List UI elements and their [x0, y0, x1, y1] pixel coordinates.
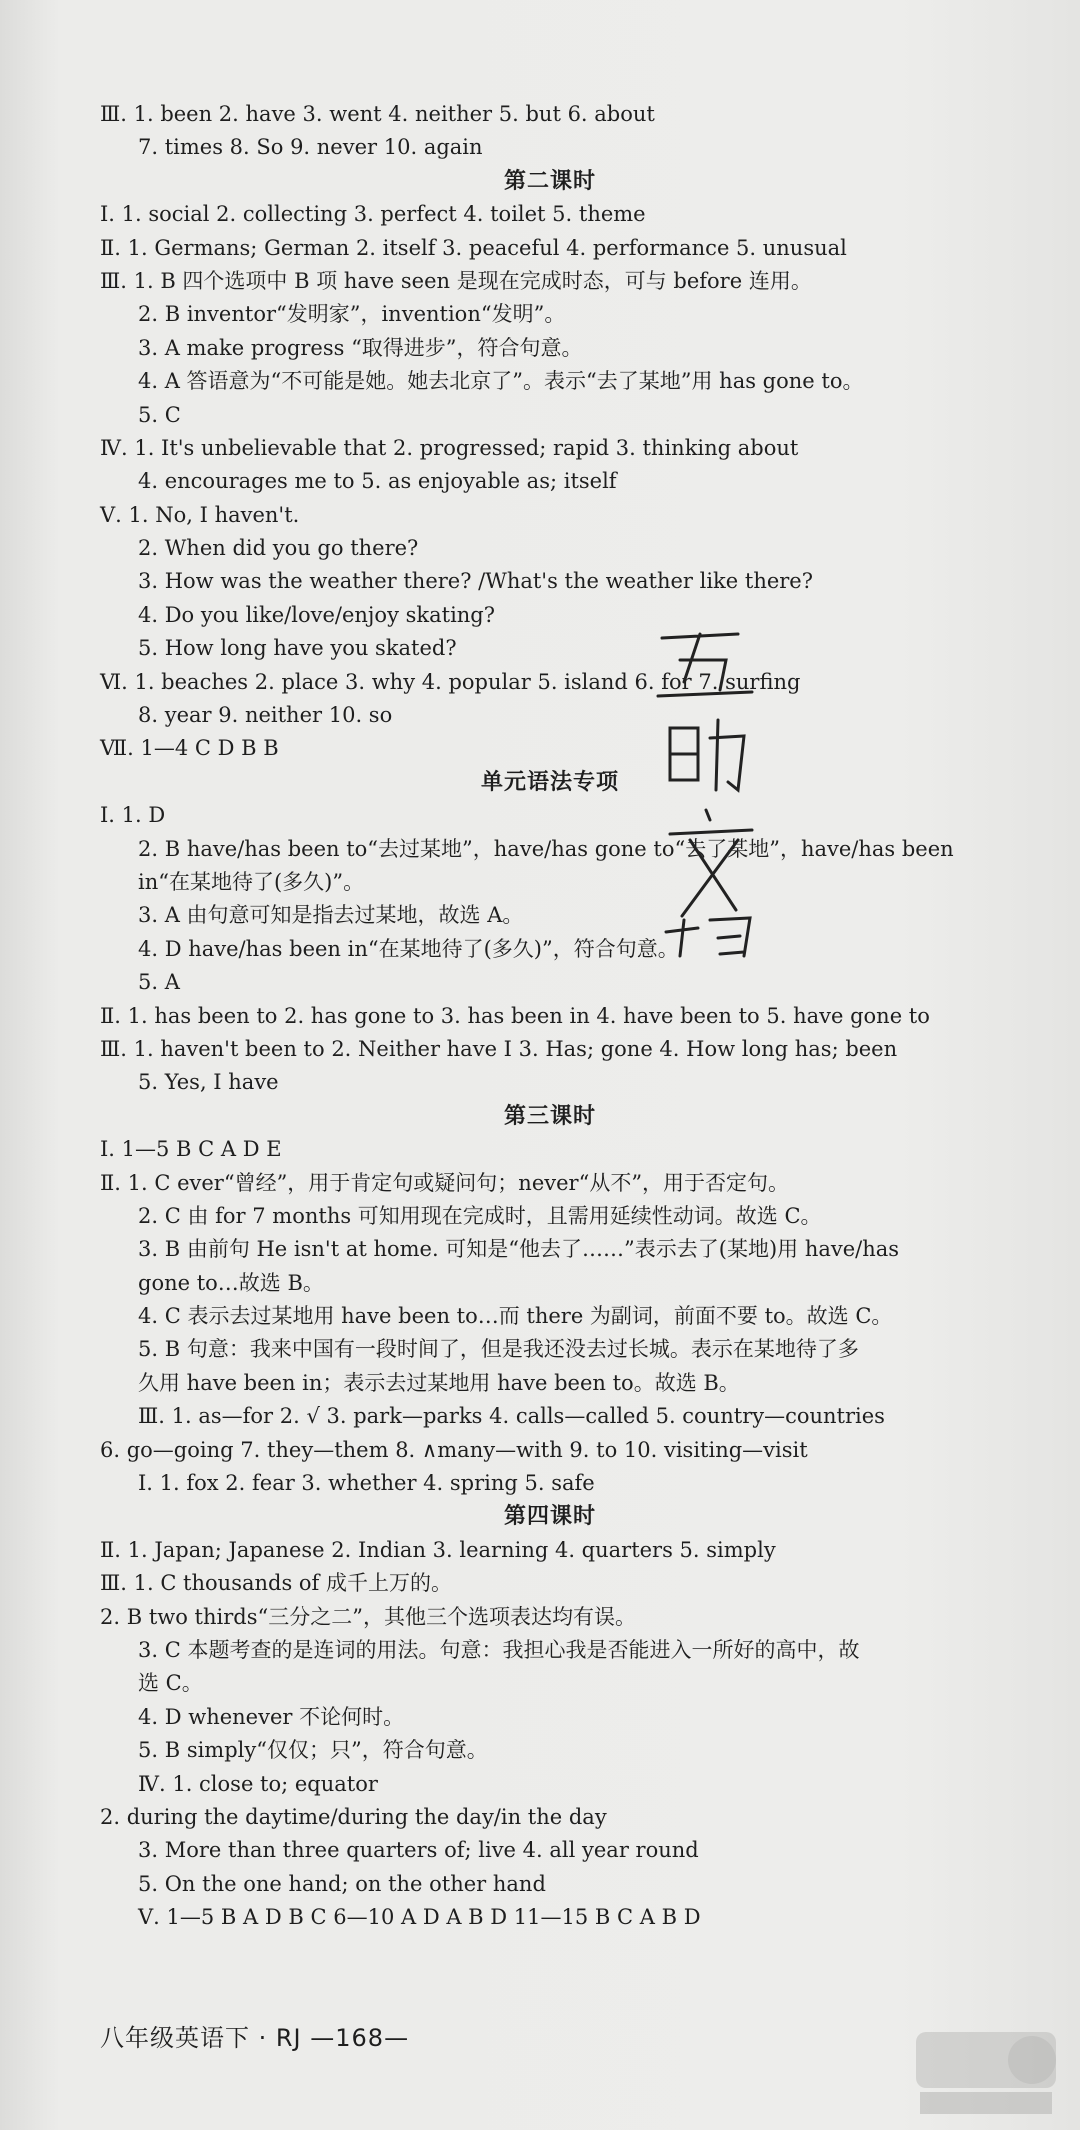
- answer-line: 7. times 8. So 9. never 10. again: [138, 135, 483, 160]
- answer-line: Ⅱ. 1. Japan; Japanese 2. Indian 3. learning 4. quarters 5. simply: [100, 1537, 776, 1562]
- answer-line: 4. C 表示去过某地用 have been to…而 there 为副词，前面不要 to。故选 C。: [138, 1304, 893, 1329]
- section-heading: 单元语法专项: [480, 769, 619, 795]
- watermark-logo-image: [912, 2022, 1062, 2122]
- answer-line: Ⅴ. 1. No, I haven't.: [100, 502, 300, 527]
- answer-line: Ⅶ. 1—4 C D B B: [100, 736, 279, 761]
- answer-line: Ⅲ. 1. as—for 2. √ 3. park—parks 4. calls—called 5. country—countries: [138, 1404, 885, 1429]
- answer-line: Ⅰ. 1—5 B C A D E: [100, 1137, 282, 1162]
- answer-line: 4. D have/has been in“在某地待了(多久)”，符合句意。: [138, 936, 679, 961]
- page-footer: 八年级英语下 · RJ —168—: [100, 2024, 410, 2052]
- answer-line: 5. C: [138, 402, 181, 427]
- answer-line: 3. More than three quarters of; live 4. all year round: [138, 1838, 699, 1863]
- answer-line: 5. On the one hand; on the other hand: [138, 1871, 546, 1896]
- answer-line: gone to…故选 B。: [138, 1270, 324, 1295]
- answer-line: Ⅱ. 1. Germans; German 2. itself 3. peaceful 4. performance 5. unusual: [100, 235, 847, 260]
- answer-line: Ⅰ. 1. fox 2. fear 3. whether 4. spring 5. safe: [138, 1471, 595, 1496]
- answer-line: 4. Do you like/love/enjoy skating?: [138, 602, 496, 627]
- answer-line: 2. B have/has been to“去过某地”，have/has gone to“去了某地”，have/has been: [138, 836, 954, 861]
- answer-line: Ⅱ. 1. has been to 2. has gone to 3. has been in 4. have been to 5. have gone to: [100, 1003, 930, 1028]
- answer-line: Ⅲ. 1. B 四个选项中 B 项 have seen 是现在完成时态，可与 before 连用。: [100, 268, 812, 293]
- answer-line: 2. B two thirds“三分之二”，其他三个选项表达均有误。: [100, 1604, 636, 1629]
- answer-line: in“在某地待了(多久)”。: [138, 869, 365, 894]
- answer-line: Ⅲ. 1. C thousands of 成千上万的。: [100, 1571, 452, 1596]
- answer-line: 选 C。: [138, 1671, 203, 1696]
- answer-line: 6. go—going 7. they—them 8. ∧many—with 9. to 10. visiting—visit: [100, 1437, 808, 1462]
- answer-line: 3. How was the weather there? /What's the weather like there?: [138, 569, 813, 594]
- answer-line: 4. D whenever 不论何时。: [138, 1704, 405, 1729]
- answer-line: Ⅵ. 1. beaches 2. place 3. why 4. popular 5. island 6. for 7. surfing: [100, 669, 801, 694]
- answer-line: 4. A 答语意为“不可能是她。她去北京了”。表示“去了某地”用 has gone to。: [138, 369, 864, 394]
- answer-line: 5. A: [138, 970, 180, 995]
- answer-line: 2. When did you go there?: [138, 536, 419, 561]
- answer-line: Ⅳ. 1. close to; equator: [138, 1771, 378, 1796]
- answer-line: Ⅰ. 1. social 2. collecting 3. perfect 4. toilet 5. theme: [100, 202, 646, 227]
- answer-line: 3. C 本题考查的是连词的用法。句意：我担心我是否能进入一所好的高中，故: [138, 1637, 860, 1662]
- answer-line: 3. A make progress “取得进步”，符合句意。: [138, 335, 583, 360]
- answer-line: 5. Yes, I have: [138, 1070, 279, 1095]
- answer-line: Ⅱ. 1. C ever“曾经”，用于肯定句或疑问句；never“从不”，用于否定句。: [100, 1170, 790, 1195]
- section-heading: 第二课时: [503, 168, 596, 194]
- answer-line: 3. A 由句意可知是指去过某地，故选 A。: [138, 903, 524, 928]
- answer-line: 5. B 句意：我来中国有一段时间了，但是我还没去过长城。表示在某地待了多: [138, 1337, 859, 1362]
- section-heading: 第三课时: [503, 1103, 596, 1129]
- answer-line: 5. B simply“仅仅；只”，符合句意。: [138, 1738, 488, 1763]
- answer-line: 久用 have been in；表示去过某地用 have been to。故选 B。: [138, 1370, 740, 1395]
- answer-line: Ⅲ. 1. been 2. have 3. went 4. neither 5. but 6. about: [100, 102, 655, 126]
- section-heading: 第四课时: [503, 1504, 596, 1530]
- answer-content: [100, 98, 1000, 1968]
- answer-line: [100, 1934, 1000, 1967]
- answer-line: Ⅳ. 1. It's unbelievable that 2. progressed; rapid 3. thinking about: [100, 435, 799, 460]
- answer-line: Ⅴ. 1—5 B A D B C 6—10 A D A B D 11—15 B C A B D: [138, 1905, 701, 1930]
- answer-line: 2. during the daytime/during the day/in the day: [100, 1804, 607, 1829]
- answer-line: 3. B 由前句 He isn't at home. 可知是“他去了……”表示去了(某地)用 have/has: [138, 1237, 900, 1262]
- answer-line: 2. B inventor“发明家”，invention“发明”。: [138, 302, 566, 327]
- answer-line: Ⅰ. 1. D: [100, 803, 166, 828]
- handwritten-note-image: [640, 620, 780, 960]
- answer-line: 5. How long have you skated?: [138, 636, 457, 661]
- answer-line: Ⅲ. 1. haven't been to 2. Neither have I 3. Has; gone 4. How long has; been: [100, 1036, 898, 1061]
- answer-line: 8. year 9. neither 10. so: [138, 703, 393, 728]
- answer-line: 4. encourages me to 5. as enjoyable as; itself: [138, 469, 617, 494]
- answer-line: 2. C 由 for 7 months 可知用现在完成时，且需用延续性动词。故选 C。: [138, 1203, 822, 1228]
